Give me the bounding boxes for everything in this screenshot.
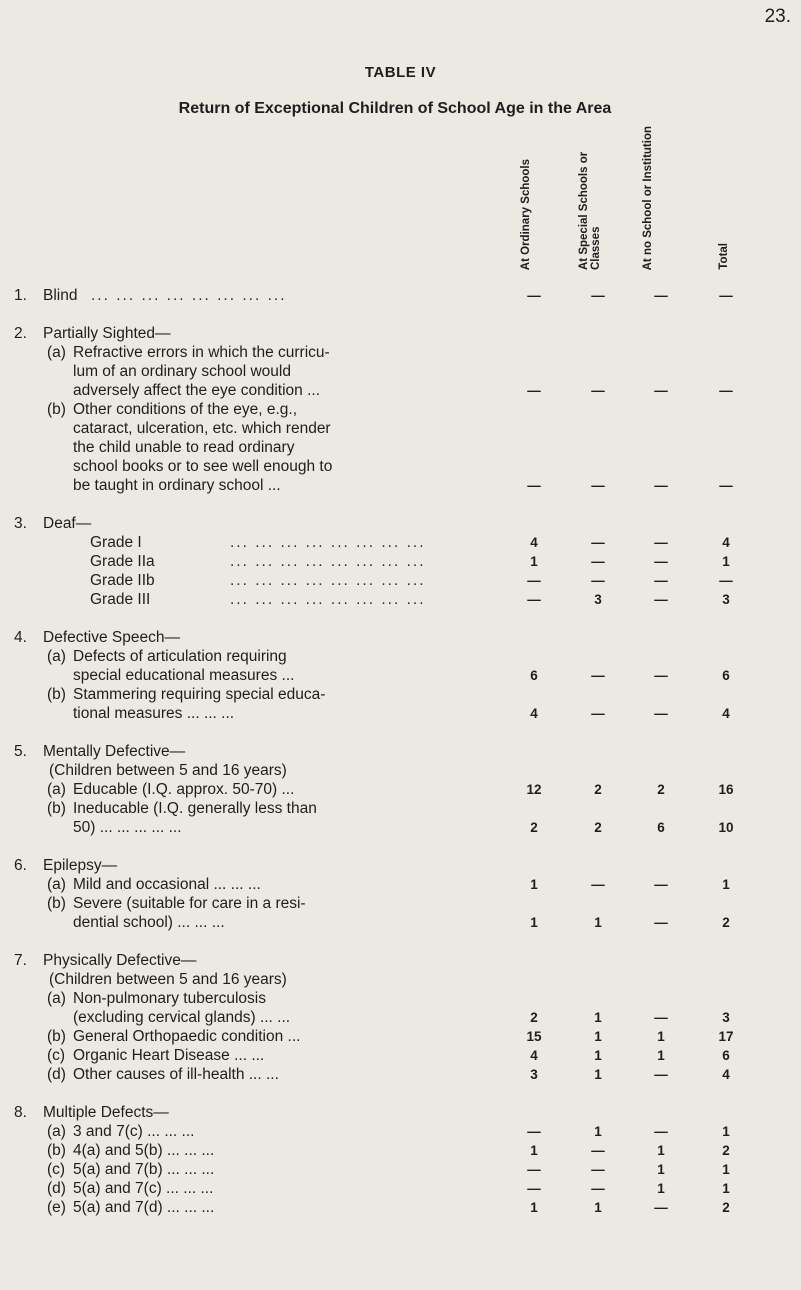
item-text: 50) ... ... ... ... ... (73, 819, 182, 836)
table-row (0, 590, 801, 609)
cell-total: — (719, 383, 733, 398)
cell-total: — (719, 573, 733, 588)
table-row (0, 647, 801, 666)
table-body (0, 286, 801, 1236)
cell-no-school: — (654, 554, 668, 569)
table-row (0, 1046, 801, 1065)
grade-label: Grade IIb (90, 572, 155, 589)
table-row (0, 685, 801, 704)
item-text: Mild and occasional ... ... ... (73, 876, 261, 893)
section-partially-sighted (0, 324, 801, 495)
table-row (0, 362, 801, 381)
section-number: 5. (14, 743, 27, 760)
item-text: Educable (I.Q. approx. 50-70) ... (73, 781, 295, 798)
section-title: Physically Defective— (43, 952, 197, 969)
cell-no-school: — (654, 383, 668, 398)
table-row (0, 324, 801, 343)
page-number: 23. (764, 6, 791, 27)
cell-ordinary: — (527, 573, 541, 588)
cell-ordinary: 4 (530, 1048, 538, 1063)
item-text: 4(a) and 5(b) ... ... ... (73, 1142, 215, 1159)
cell-ordinary: — (527, 288, 541, 303)
cell-ordinary: 1 (530, 554, 538, 569)
table-row (0, 1141, 801, 1160)
item-text: special educational measures ... (73, 667, 295, 684)
leader-dots: ... ... ... ... ... ... ... ... (91, 287, 287, 304)
item-label: (b) (47, 686, 66, 703)
cell-no-school: — (654, 1124, 668, 1139)
cell-ordinary: — (527, 478, 541, 493)
table-row (0, 1160, 801, 1179)
cell-total: 1 (722, 1162, 730, 1177)
cell-ordinary: 15 (526, 1029, 542, 1044)
item-text: (excluding cervical glands) ... ... (73, 1009, 291, 1026)
item-text: 5(a) and 7(b) ... ... ... (73, 1161, 215, 1178)
item-text: be taught in ordinary school ... (73, 477, 281, 494)
table-row (0, 1122, 801, 1141)
item-label: (a) (47, 990, 66, 1007)
cell-special: — (591, 554, 605, 569)
item-label: (a) (47, 781, 66, 798)
item-text: cataract, ulceration, etc. which render (73, 420, 331, 437)
section-number: 8. (14, 1104, 27, 1121)
cell-special: — (591, 1181, 605, 1196)
item-text: Stammering requiring special educa- (73, 686, 326, 703)
table-row (0, 628, 801, 647)
table-row (0, 1179, 801, 1198)
cell-no-school: — (654, 877, 668, 892)
table-row (0, 343, 801, 362)
item-label: (b) (47, 1028, 66, 1045)
section-epilepsy (0, 856, 801, 932)
section-mentally-defective (0, 742, 801, 837)
section-number: 2. (14, 325, 27, 342)
cell-ordinary: — (527, 1124, 541, 1139)
section-title: Deaf— (43, 515, 92, 532)
cell-special: — (591, 478, 605, 493)
item-text: tional measures ... ... ... (73, 705, 235, 722)
cell-special: — (591, 535, 605, 550)
section-number: 3. (14, 515, 27, 532)
section-number: 7. (14, 952, 27, 969)
cell-no-school: 6 (657, 820, 665, 835)
item-text: Other causes of ill-health ... ... (73, 1066, 279, 1083)
table-row (0, 894, 801, 913)
cell-no-school: — (654, 573, 668, 588)
cell-ordinary: 1 (530, 1200, 538, 1215)
cell-total: 3 (722, 592, 730, 607)
cell-no-school: 1 (657, 1181, 665, 1196)
item-text: Severe (suitable for care in a resi- (73, 895, 306, 912)
item-label: (b) (47, 401, 66, 418)
item-label: (d) (47, 1066, 66, 1083)
item-text: Ineducable (I.Q. generally less than (73, 800, 317, 817)
cell-special: 1 (594, 1029, 602, 1044)
item-text: General Orthopaedic condition ... (73, 1028, 301, 1045)
section-number: 6. (14, 857, 27, 874)
cell-special: — (591, 706, 605, 721)
table-row (0, 1103, 801, 1122)
table-row (0, 571, 801, 590)
cell-ordinary: 2 (530, 820, 538, 835)
table-row (0, 514, 801, 533)
cell-ordinary: 4 (530, 535, 538, 550)
section-title: Mentally Defective— (43, 743, 186, 760)
item-text: Defects of articulation requiring (73, 648, 287, 665)
table-row (0, 856, 801, 875)
item-text: adversely affect the eye condition ... (73, 382, 321, 399)
table-row (0, 780, 801, 799)
cell-special: — (591, 288, 605, 303)
item-text: 5(a) and 7(c) ... ... ... (73, 1180, 214, 1197)
cell-total: 1 (722, 1181, 730, 1196)
table-row (0, 666, 801, 685)
item-text: Other conditions of the eye, e.g., (73, 401, 298, 418)
section-note: (Children between 5 and 16 years) (49, 971, 287, 988)
cell-ordinary: 4 (530, 706, 538, 721)
table-row (0, 552, 801, 571)
item-text: Refractive errors in which the curricu- (73, 344, 330, 361)
cell-special: 1 (594, 1124, 602, 1139)
cell-special: — (591, 1143, 605, 1158)
cell-no-school: — (654, 706, 668, 721)
cell-no-school: 1 (657, 1048, 665, 1063)
item-label: (c) (47, 1161, 66, 1178)
table-row (0, 951, 801, 970)
cell-ordinary: 1 (530, 915, 538, 930)
cell-total: 2 (722, 1200, 730, 1215)
cell-ordinary: 12 (526, 782, 542, 797)
table-row (0, 989, 801, 1008)
cell-special: 3 (594, 592, 602, 607)
table-row (0, 419, 801, 438)
cell-special: 1 (594, 1048, 602, 1063)
cell-special: — (591, 383, 605, 398)
cell-special: — (591, 877, 605, 892)
cell-no-school: — (654, 915, 668, 930)
table-row (0, 476, 801, 495)
section-title: Defective Speech— (43, 629, 180, 646)
cell-special: 2 (594, 782, 602, 797)
cell-total: 2 (722, 1143, 730, 1158)
item-label: (b) (47, 1142, 66, 1159)
column-header-ordinary: At Ordinary Schools (520, 158, 532, 270)
section-multiple-defects (0, 1103, 801, 1217)
cell-no-school: — (654, 668, 668, 683)
column-header-special: At Special Schools or Classes (578, 151, 602, 270)
item-label: (c) (47, 1047, 66, 1064)
table-row (0, 799, 801, 818)
item-text: dential school) ... ... ... (73, 914, 225, 931)
item-label: (b) (47, 800, 66, 817)
leader-dots: ... ... ... ... ... ... ... ... (230, 534, 426, 551)
cell-ordinary: 1 (530, 877, 538, 892)
item-label: (a) (47, 648, 66, 665)
cell-total: 3 (722, 1010, 730, 1025)
section-title: Multiple Defects— (43, 1104, 169, 1121)
table-row (0, 818, 801, 837)
table-row (0, 1198, 801, 1217)
section-defective-speech (0, 628, 801, 723)
cell-no-school: — (654, 1067, 668, 1082)
item-text: school books or to see well enough to (73, 458, 333, 475)
cell-total: — (719, 288, 733, 303)
column-header-total: Total (718, 243, 730, 270)
cell-special: — (591, 1162, 605, 1177)
section-physically-defective (0, 951, 801, 1084)
item-text: Non-pulmonary tuberculosis (73, 990, 266, 1007)
item-label: (b) (47, 895, 66, 912)
cell-ordinary: — (527, 383, 541, 398)
table-row (0, 970, 801, 989)
section-number: 4. (14, 629, 27, 646)
cell-special: 1 (594, 1010, 602, 1025)
cell-no-school: — (654, 592, 668, 607)
table-title: TABLE IV (364, 64, 437, 81)
cell-ordinary: — (527, 1162, 541, 1177)
cell-total: 1 (722, 877, 730, 892)
table-row (0, 457, 801, 476)
table-row (0, 761, 801, 780)
table-row (0, 913, 801, 932)
item-label: (d) (47, 1180, 66, 1197)
table-row (0, 1008, 801, 1027)
cell-ordinary: 3 (530, 1067, 538, 1082)
column-headers (0, 118, 801, 278)
cell-no-school: — (654, 1010, 668, 1025)
cell-no-school: 1 (657, 1029, 665, 1044)
cell-ordinary: 6 (530, 668, 538, 683)
leader-dots: ... ... ... ... ... ... ... ... (230, 591, 426, 608)
table-subtitle: Return of Exceptional Children of School Age in the Area (178, 100, 612, 117)
table-row (0, 381, 801, 400)
cell-special: — (591, 573, 605, 588)
cell-total: — (719, 478, 733, 493)
cell-total: 1 (722, 1124, 730, 1139)
table-row (0, 1065, 801, 1084)
cell-total: 16 (718, 782, 734, 797)
cell-special: 1 (594, 1067, 602, 1082)
item-text: 3 and 7(c) ... ... ... (73, 1123, 195, 1140)
item-text: Organic Heart Disease ... ... (73, 1047, 265, 1064)
section-title: Blind (43, 287, 78, 304)
table-row (0, 742, 801, 761)
cell-total: 10 (718, 820, 734, 835)
item-text: lum of an ordinary school would (73, 363, 291, 380)
grade-label: Grade IIa (90, 553, 155, 570)
cell-ordinary: 2 (530, 1010, 538, 1025)
grade-label: Grade III (90, 591, 151, 608)
cell-ordinary: — (527, 592, 541, 607)
cell-total: 6 (722, 668, 730, 683)
item-label: (a) (47, 1123, 66, 1140)
grade-label: Grade I (90, 534, 142, 551)
section-note: (Children between 5 and 16 years) (49, 762, 287, 779)
cell-special: 1 (594, 915, 602, 930)
item-label: (a) (47, 876, 66, 893)
table-row (0, 400, 801, 419)
section-deaf (0, 514, 801, 609)
table-row (0, 438, 801, 457)
cell-total: 4 (722, 1067, 730, 1082)
table-row (0, 533, 801, 552)
cell-no-school: 1 (657, 1143, 665, 1158)
cell-special: 2 (594, 820, 602, 835)
cell-total: 6 (722, 1048, 730, 1063)
leader-dots: ... ... ... ... ... ... ... ... (230, 553, 426, 570)
cell-no-school: — (654, 478, 668, 493)
cell-no-school: 2 (657, 782, 665, 797)
cell-no-school: — (654, 1200, 668, 1215)
table-row (0, 875, 801, 894)
table-row (0, 1027, 801, 1046)
section-blind (0, 286, 801, 305)
cell-no-school: — (654, 288, 668, 303)
cell-total: 4 (722, 535, 730, 550)
column-header-no-school: At no School or Institution (642, 125, 654, 270)
item-label: (e) (47, 1199, 66, 1216)
cell-total: 1 (722, 554, 730, 569)
leader-dots: ... ... ... ... ... ... ... ... (230, 572, 426, 589)
item-label: (a) (47, 344, 66, 361)
item-text: 5(a) and 7(d) ... ... ... (73, 1199, 215, 1216)
cell-total: 2 (722, 915, 730, 930)
cell-no-school: 1 (657, 1162, 665, 1177)
cell-special: 1 (594, 1200, 602, 1215)
cell-ordinary: — (527, 1181, 541, 1196)
section-title: Partially Sighted— (43, 325, 171, 342)
cell-ordinary: 1 (530, 1143, 538, 1158)
item-text: the child unable to read ordinary (73, 439, 295, 456)
cell-total: 4 (722, 706, 730, 721)
table-row (0, 286, 801, 305)
section-number: 1. (14, 287, 27, 304)
table-row (0, 704, 801, 723)
section-title: Epilepsy— (43, 857, 118, 874)
cell-no-school: — (654, 535, 668, 550)
cell-special: — (591, 668, 605, 683)
cell-total: 17 (718, 1029, 734, 1044)
